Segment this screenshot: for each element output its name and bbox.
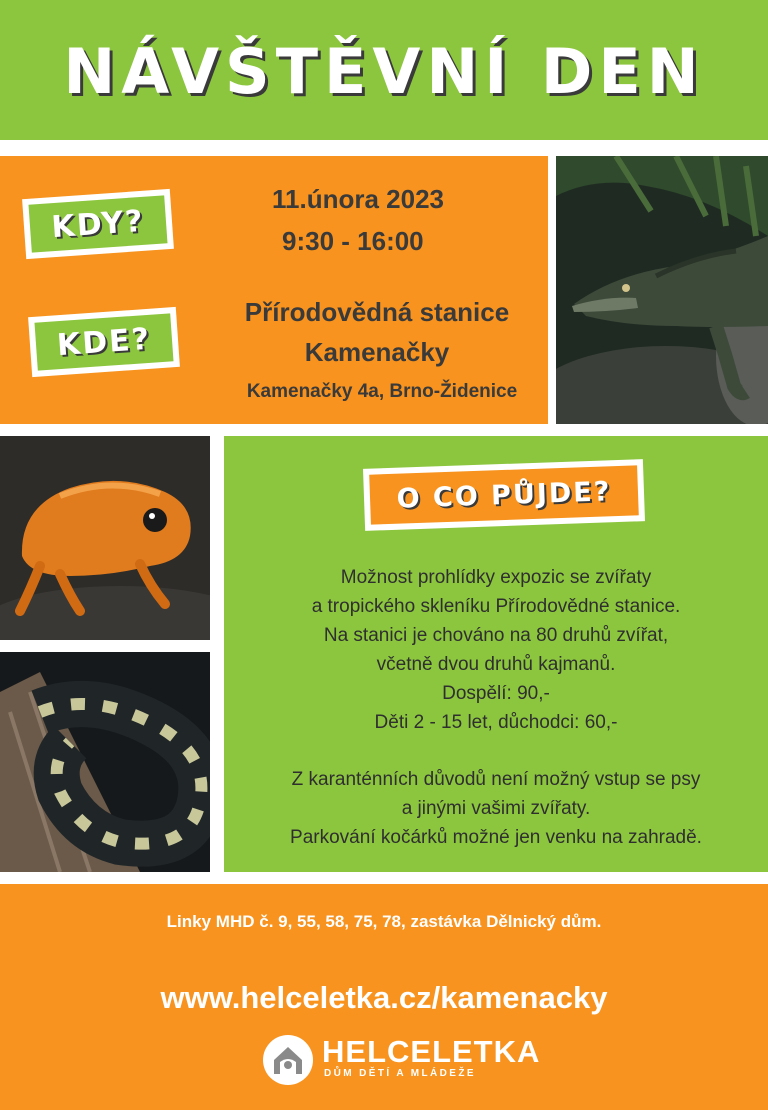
place-line-1: Přírodovědná stanice xyxy=(244,297,510,327)
transit-info: Linky MHD č. 9, 55, 58, 75, 78, zastávka Dělnický dům. xyxy=(166,912,602,931)
price-children: Děti 2 - 15 let, důchodci: 60,- xyxy=(374,712,618,733)
description-line: Možnost prohlídky expozic se zvířaty xyxy=(340,567,652,588)
price-adults: Dospělí: 90,- xyxy=(442,683,550,704)
section-heading: O CO PŮJDE? xyxy=(369,465,639,524)
notice-text xyxy=(224,765,768,852)
notice-line: Z karanténních důvodů není možný vstup se psy xyxy=(291,769,701,790)
event-place xyxy=(222,292,532,372)
place-line-2: Kamenačky xyxy=(304,337,450,367)
helceletka-house-icon xyxy=(262,1034,314,1086)
caiman-photo xyxy=(556,156,768,424)
header-banner xyxy=(0,0,768,140)
notice-line: Parkování kočárků možné jen venku na zahradě. xyxy=(290,827,702,848)
description-line: Na stanici je chováno na 80 druhů zvířat, xyxy=(323,625,669,646)
snake-photo xyxy=(0,652,210,872)
description-line: a tropického skleníku Přírodovědné stanice. xyxy=(311,596,681,617)
where-label: KDE? xyxy=(34,313,173,370)
logo-name: HELCELETKA xyxy=(322,1034,541,1069)
frog-photo xyxy=(0,436,210,640)
event-address: Kamenačky 4a, Brno-Židenice xyxy=(246,381,518,402)
description-line: včetně dvou druhů kajmanů. xyxy=(376,654,616,675)
event-date: 11.února 2023 xyxy=(272,184,444,214)
logo-subtitle: DŮM DĚTÍ A MLÁDEŽE xyxy=(324,1068,476,1079)
website-link[interactable]: www.helceletka.cz/kamenacky xyxy=(160,980,608,1015)
notice-line: a jinými vašimi zvířaty. xyxy=(401,798,591,819)
description-text xyxy=(224,563,768,737)
event-time: 9:30 - 16:00 xyxy=(282,226,424,256)
when-label: KDY? xyxy=(28,195,167,252)
page-title: NÁVŠTĚVNÍ DEN xyxy=(63,34,705,108)
